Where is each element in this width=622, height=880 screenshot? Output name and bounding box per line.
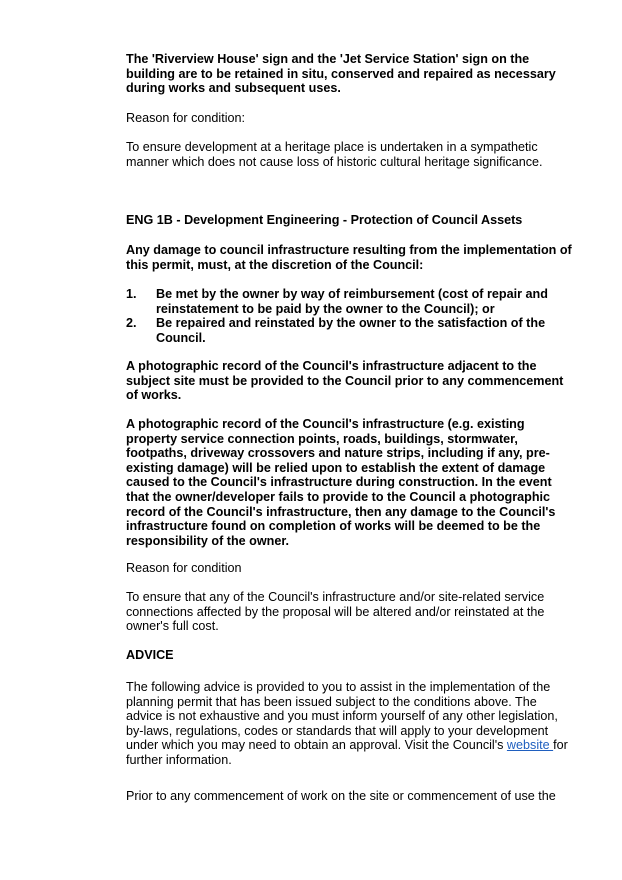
advice-text: The following advice is provided to you to assist in the implementation of the planning permit that has been issued subject to the conditions above. The advice is not exhaustive and you must inform yourself of any other legislation, by-laws, regulations, codes or standards that will apply to your development under which you may need to obtain an approval. Visit the Council's (126, 680, 558, 753)
eng-photo-record-detail-paragraph: A photographic record of the Council's infrastructure (e.g. existing property service connection points, roads, buildings, stormwater, footpaths, driveway crossovers and nature strips, including if any, pre-existing damage) will be relied upon to establish the extent of damage caused to the Council's infrastructure during construction. In the event that the owner/developer fails to provide to the Council a photographic record of the Council's infrastructure, then any damage to the Council's infrastructure found on completion of works will be deemed to be the responsibility of the owner. (126, 417, 556, 548)
eng-reason-heading: Reason for condition (126, 561, 242, 575)
heritage-reason-text: To ensure development at a heritage place is undertaken in a sympathetic manner which does not cause loss of historic cultural heritage significance. (126, 140, 543, 169)
list-item-text: Be met by the owner by way of reimbursement (cost of repair and reinstatement to be paid by the owner to the Council); or (156, 287, 548, 316)
advice-heading: ADVICE (126, 648, 174, 662)
advice-text-end: for further information. (126, 738, 568, 767)
heritage-reason-heading: Reason for condition: (126, 111, 246, 125)
list-item-number: 1. (126, 287, 137, 301)
advice-paragraph (126, 680, 576, 768)
eng-intro-text: Any damage to council infrastructure resulting from the implementation of this permit, must, at the discretion of the Council: (126, 243, 572, 272)
advice-prior-text: Prior to any commencement of work on the site or commencement of use the (126, 789, 556, 803)
list-item-text: Be repaired and reinstated by the owner to the satisfaction of the Council. (156, 316, 546, 345)
website-link[interactable]: website (506, 738, 554, 753)
eng-reason-text: To ensure that any of the Council's infrastructure and/or site-related service connections affected by the proposal will be altered and/or reinstated at the owner's full cost. (126, 590, 545, 634)
list-item-number: 2. (126, 316, 137, 330)
eng-photo-record-paragraph: A photographic record of the Council's infrastructure adjacent to the subject site must be provided to the Council prior to any commencement of works. (126, 359, 564, 403)
heritage-condition-text: The 'Riverview House' sign and the 'Jet Service Station' sign on the building are to be retained in situ, conserved and repaired as necessary during works and subsequent uses. (126, 52, 556, 96)
eng-condition-heading: ENG 1B - Development Engineering - Protection of Council Assets (126, 213, 523, 227)
